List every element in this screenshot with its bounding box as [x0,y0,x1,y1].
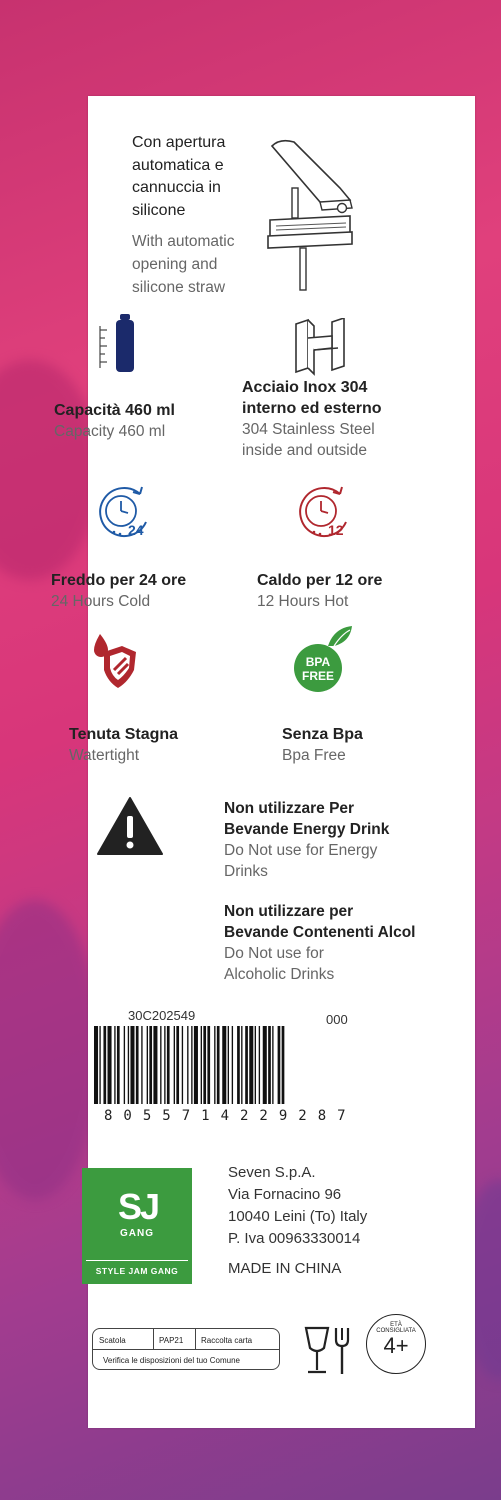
cold-text-en: 24 Hours Cold [51,593,151,610]
text-line: Drinks [224,863,268,880]
text-line: Acciaio Inox 304 [242,379,368,396]
text-line: silicone straw [132,279,226,296]
hot-text-en: 12 Hours Hot [257,593,349,610]
text-line: automatica e [132,156,224,174]
text-line: Do Not use for [224,945,324,962]
cold-clock-icon [92,482,154,544]
warning-energy-drink [224,798,464,882]
background-blob [0,900,100,1200]
hot-feature [257,570,457,612]
recycling-divider-v2 [195,1329,196,1349]
watertight-shield-icon [90,630,138,690]
age-value: 4+ [383,1333,409,1358]
age-label-top: ETÀ [390,1322,402,1328]
recycling-box [92,1328,280,1370]
warning-triangle-icon [96,796,164,856]
company-name: Seven S.p.A. [228,1164,316,1181]
recycling-material: Scatola [99,1336,126,1345]
hot-clock-icon [292,482,354,544]
text-line: Non utilizzare per [224,903,354,920]
warning-alcohol [224,901,474,985]
recycling-divider-h [93,1349,279,1350]
info-panel [51,96,475,1428]
straw-lid-icon [264,136,364,294]
cold-icon-label: 24 [128,522,144,538]
barcode [92,1026,402,1104]
text-line: Con apertura [132,134,226,151]
company-vat: P. Iva 00963330014 [228,1230,361,1247]
bpa-text-en: Bpa Free [282,747,346,764]
recycling-collection: Raccolta carta [201,1336,253,1345]
capacity-text-en: Capacity 460 ml [54,423,166,440]
company-street: Via Fornacino 96 [228,1186,342,1203]
text-line: Do Not use for Energy [224,842,378,859]
company-city: 10040 Leini (To) Italy [228,1208,368,1225]
steel-feature [242,377,472,461]
background-blob [0,360,100,580]
batch-code-suffix: 000 [326,1012,348,1027]
bpa-badge-bottom: FREE [301,669,335,683]
text-line: interno ed esterno [242,400,382,417]
logo-sub: GANG [120,1228,154,1239]
straw-text-en [132,230,235,299]
bpa-text-it: Senza Bpa [282,726,363,743]
logo-main: SJ [118,1186,159,1227]
text-line: With automatic [132,233,235,250]
company-address [228,1162,367,1280]
text-line: opening and [132,256,218,273]
watertight-feature [69,724,249,766]
watertight-text-en: Watertight [69,747,140,764]
batch-code: 30C202549 [128,1008,196,1023]
barcode-digits: 8055714229287 [104,1108,357,1124]
recycling-code: PAP21 [159,1336,184,1345]
straw-text-it [132,132,235,222]
watertight-text-it: Tenuta Stagna [69,726,179,743]
text-line: silicone [132,201,186,219]
age-label-bottom: CONSIGLIATA [376,1328,416,1334]
food-safe-glass-fork-icon [302,1326,356,1376]
age-recommendation-badge [366,1314,426,1374]
bottle-capacity-icon [98,312,138,374]
recycling-divider-v1 [153,1329,154,1349]
cold-text-it: Freddo per 24 ore [51,572,187,589]
text-line: Non utilizzare Per [224,800,355,817]
cold-feature [51,570,251,612]
capacity-text-it: Capacità 460 ml [54,402,175,419]
text-line: inside and outside [242,442,367,459]
logo-divider [86,1260,188,1261]
text-line: Bevande Energy Drink [224,821,390,838]
text-line: cannuccia in [132,179,221,196]
straw-feature [132,132,235,299]
text-line: Bevande Contenenti Alcol [224,924,416,941]
brand-logo [82,1168,192,1284]
text-line: 304 Stainless Steel [242,421,375,438]
hot-text-it: Caldo per 12 ore [257,572,383,589]
logo-tagline: STYLE JAM GANG [95,1266,179,1276]
made-in: MADE IN CHINA [228,1260,342,1277]
steel-beam-icon [292,318,348,376]
bpa-free-badge-icon [292,622,358,694]
recycling-note: Verifica le disposizioni del tuo Comune [103,1356,240,1365]
capacity-feature [54,400,234,442]
bpa-badge-top: BPA [305,655,331,669]
bpa-feature [282,724,462,766]
text-line: Alcoholic Drinks [224,966,335,983]
hot-icon-label: 12 [328,522,344,538]
